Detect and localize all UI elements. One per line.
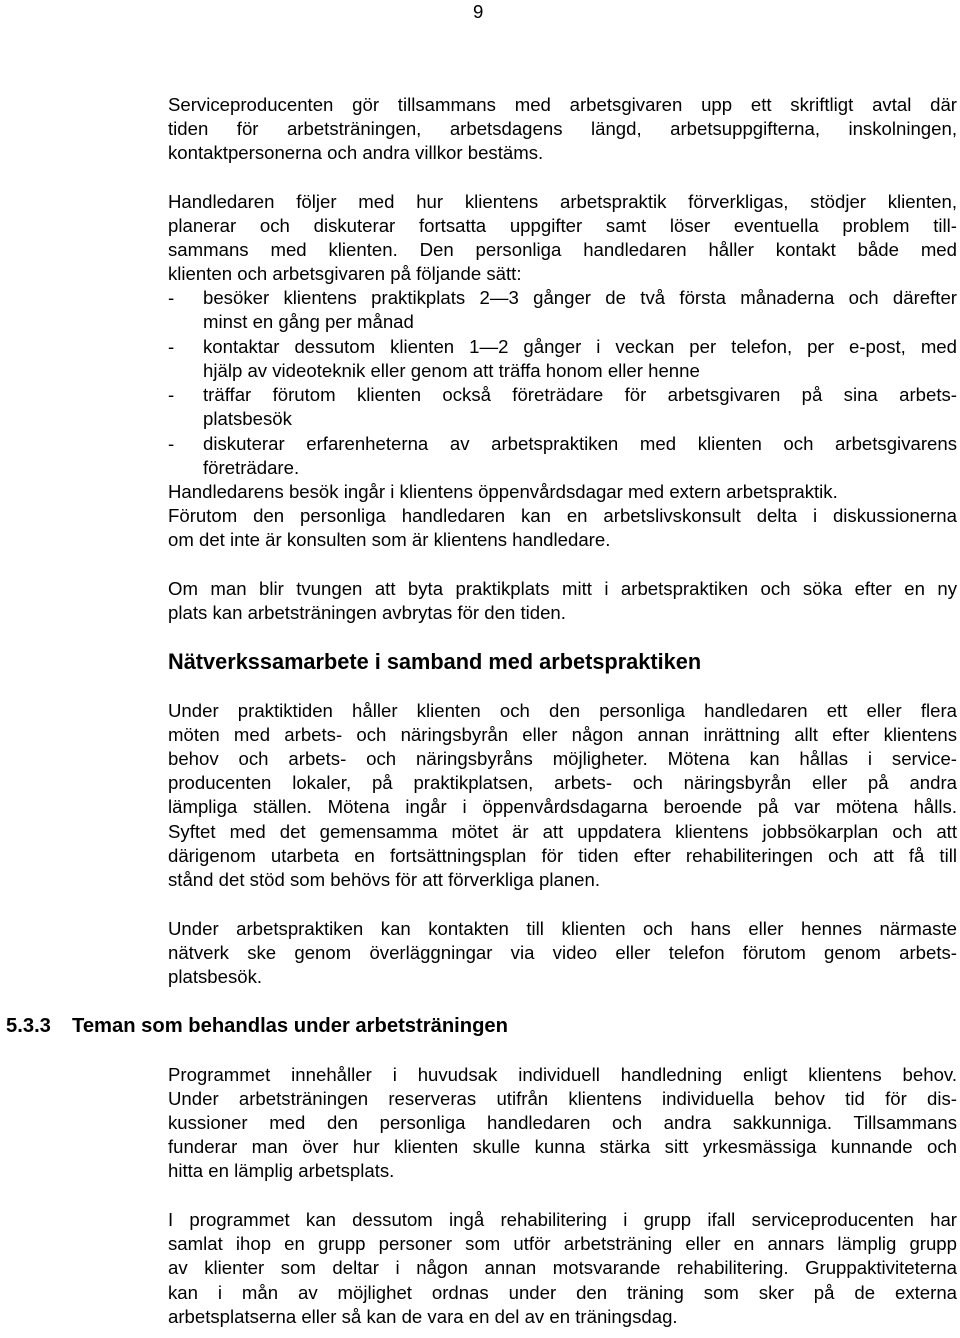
bullet-dash: - xyxy=(168,287,175,308)
section-heading xyxy=(6,1014,508,1038)
text-line: stånd det stöd som behövs för att förverkliga planen. xyxy=(168,869,601,890)
text-line: Förutom den personliga handledaren kan en arbetslivskonsult delta i diskussionerna xyxy=(168,505,957,526)
text-line: Under praktiktiden håller klienten och den personliga handledaren ett eller flera xyxy=(168,700,957,721)
text-line: möten med arbets- och näringsbyrån eller någon annan inrättning allt efter klientens xyxy=(168,724,957,745)
text-line: kussioner med den personliga handledaren och andra sakkunniga. Tillsammans xyxy=(168,1112,957,1133)
text-line: därigenom utarbeta en fortsättningsplan för tiden efter rehabiliteringen och att få till xyxy=(168,845,957,866)
list-item-text: platsbesök xyxy=(203,408,292,429)
list-item-text: diskuterar erfarenheterna av arbetspraktiken med klienten och arbetsgivarens xyxy=(203,433,957,454)
text-line: av klienter som deltar i någon annan motsvarande rehabilitering. Gruppaktiviteterna xyxy=(168,1257,957,1278)
text-line: Under arbetspraktiken kan kontakten till klienten och hans eller hennes närmaste xyxy=(168,918,957,939)
text-line: kan i mån av möjlighet ordnas under den träning som sker på de externa xyxy=(168,1282,957,1303)
text-line: lämpliga ställen. Mötena ingår i öppenvårdsdagarna beroende på var mötena hålls. xyxy=(168,796,957,817)
text-line: om det inte är konsulten som är klientens handledare. xyxy=(168,529,611,550)
text-line: plats kan arbetsträningen avbrytas för den tiden. xyxy=(168,602,566,623)
text-line: behov och arbets- och näringsbyråns möjligheter. Mötena kan hållas i service- xyxy=(168,748,957,769)
text-line: Serviceproducenten gör tillsammans med arbetsgivaren upp ett skriftligt avtal där xyxy=(168,94,957,115)
bullet-dash: - xyxy=(168,384,175,405)
list-item-text: minst en gång per månad xyxy=(203,311,414,332)
list-item-text: kontaktar dessutom klienten 1—2 gånger i veckan per telefon, per e-post, med xyxy=(203,336,957,357)
heading-natverkssamarbete: Nätverkssamarbete i samband med arbetspraktiken xyxy=(168,649,702,674)
text-line: Handledaren följer med hur klientens arbetspraktik förverkligas, stödjer klienten, xyxy=(168,191,957,212)
list-item-text: besöker klientens praktikplats 2—3 gånger de två första månaderna och därefter xyxy=(203,287,957,308)
text-line: tiden för arbetsträningen, arbetsdagens längd, arbetsuppgifterna, inskolningen, xyxy=(168,118,957,139)
bullet-dash: - xyxy=(168,336,175,357)
text-line: planerar och diskuterar fortsatta uppgifter samt löser eventuella problem till- xyxy=(168,215,957,236)
text-line: samlat ihop en grupp personer som utför arbetsträning eller en annars lämplig grupp xyxy=(168,1233,957,1254)
text-line: producenten lokaler, på praktikplatsen, arbets- och näringsbyrån eller på andra xyxy=(168,772,957,793)
text-line: Syftet med det gemensamma mötet är att uppdatera klientens jobbsökarplan och att xyxy=(168,821,957,842)
list-item-text: företrädare. xyxy=(203,457,300,478)
bullet-dash: - xyxy=(168,433,175,454)
text-line: Handledarens besök ingår i klientens öppenvårdsdagar med extern arbetspraktik. xyxy=(168,481,838,502)
text-line: I programmet kan dessutom ingå rehabilitering i grupp ifall serviceproducenten har xyxy=(168,1209,957,1230)
text-line: klienten och arbetsgivaren på följande sätt: xyxy=(168,263,522,284)
list-item-text: träffar förutom klienten också företrädare för arbetsgivaren på sina arbets- xyxy=(203,384,957,405)
text-line: platsbesök. xyxy=(168,966,263,987)
text-line: kontaktpersonerna och andra villkor bestäms. xyxy=(168,142,544,163)
text-line: nätverk ske genom överläggningar via video eller telefon förutom genom arbets- xyxy=(168,942,957,963)
text-line: Om man blir tvungen att byta praktikplats mitt i arbetspraktiken och söka efter en ny xyxy=(168,578,957,599)
section-number: 5.3.3 xyxy=(6,1015,51,1037)
section-title: Teman som behandlas under arbetsträningen xyxy=(72,1015,508,1037)
list-item-text: hjälp av videoteknik eller genom att träffa honom eller henne xyxy=(203,360,700,381)
text-line: Programmet innehåller i huvudsak individuell handledning enligt klientens behov. xyxy=(168,1064,957,1085)
text-line: arbetsplatserna eller så kan de vara en del av en träningsdag. xyxy=(168,1306,678,1327)
page-number: 9 xyxy=(473,1,484,22)
text-line: sammans med klienten. Den personliga handledaren håller kontakt både med xyxy=(168,239,957,260)
text-line: hitta en lämplig arbetsplats. xyxy=(168,1160,395,1181)
text-line: funderar man över hur klienten skulle kunna stärka sitt yrkesmässiga kunnande och xyxy=(168,1136,957,1157)
text-line: Under arbetsträningen reserveras utifrån klientens individuella behov tid för dis- xyxy=(168,1088,957,1109)
